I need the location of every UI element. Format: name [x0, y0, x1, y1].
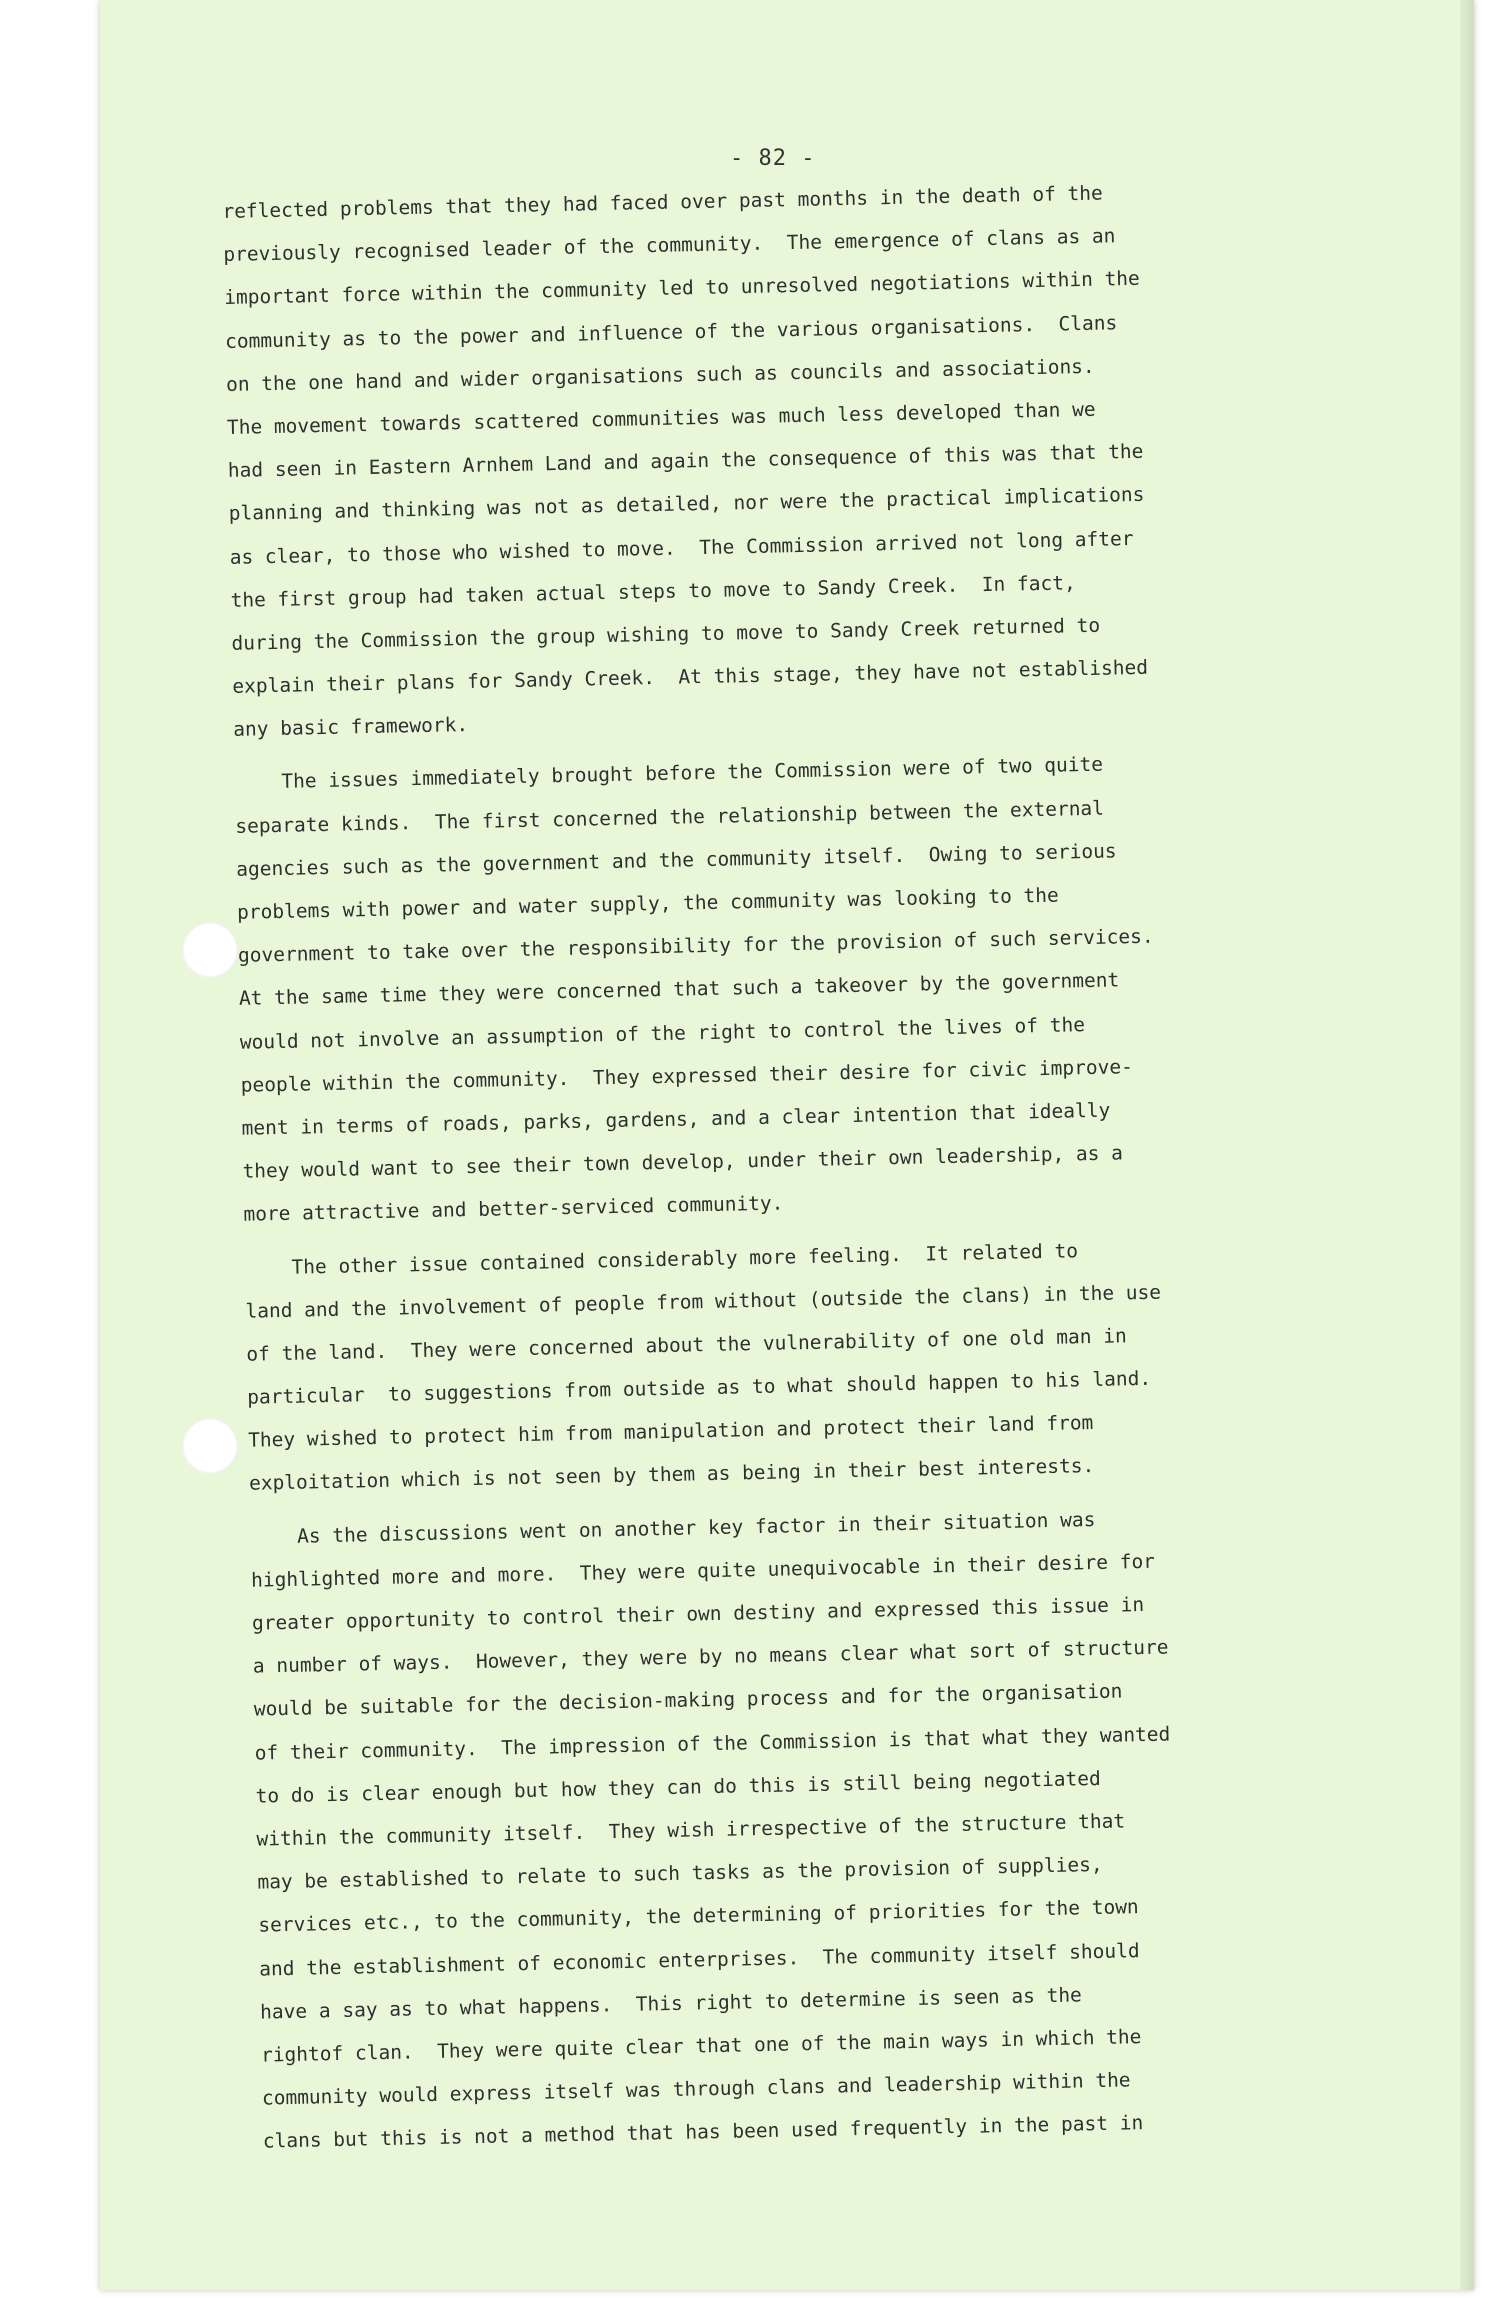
- text-line: important force within the community led to unresolved negotiations within the: [224, 267, 1141, 310]
- text-line: clans but this is not a method that has been used frequently in the past in: [262, 2111, 1144, 2153]
- text-line: would not involve an assumption of the right to control the lives of the: [239, 1012, 1086, 1054]
- text-line: had seen in Eastern Arnhem Land and again the consequence of this was that the: [227, 439, 1144, 483]
- text-line: previously recognised leader of the community. The emergence of clans as an: [223, 224, 1116, 267]
- text-line: explain their plans for Sandy Creek. At this stage, they have not established: [232, 655, 1149, 698]
- text-line: services etc., to the community, the determining of priorities for the town: [258, 1895, 1139, 1937]
- text-line: ment in terms of roads, parks, gardens, and a clear intention that ideally: [241, 1098, 1111, 1140]
- text-line: They wished to protect him from manipulation and protect their land from: [247, 1411, 1094, 1452]
- text-line: community would express itself was through clans and leadership within the: [261, 2068, 1131, 2110]
- text-line: any basic framework.: [233, 713, 469, 742]
- text-line: At the same time they were concerned that such a takeover by the government: [238, 968, 1120, 1011]
- text-line: problems with power and water supply, the community was looking to the: [236, 883, 1060, 924]
- text-line: rightof clan. They were quite clear that one of the main ways in which the: [260, 2025, 1142, 2067]
- text-line: government to take over the responsibility for the provision of such services.: [237, 924, 1154, 968]
- text-line: greater opportunity to control their own destiny and expressed this issue in: [251, 1593, 1145, 1635]
- text-line: agencies such as the government and the community itself. Owing to serious: [235, 839, 1117, 881]
- text-line: exploitation which is not seen by them as being in their best interests.: [248, 1454, 1095, 1496]
- paragraph: [222, 164, 1463, 751]
- paragraph: [250, 1490, 1486, 2163]
- text-line: people within the community. They expressed their desire for civic improve-: [240, 1054, 1134, 1097]
- text-line: on the one hand and wider organisations such as councils and associations.: [225, 354, 1095, 396]
- text-line: The other issue contained considerably more feeling. It related to: [244, 1238, 1079, 1280]
- punch-hole: [182, 922, 238, 978]
- body-text: [222, 164, 1486, 2163]
- text-line: land and the involvement of people from without (outside the clans) in the use: [245, 1280, 1162, 1323]
- text-line: more attractive and better-serviced community.: [243, 1191, 784, 1227]
- paragraph: [234, 736, 1474, 1237]
- text-line: to do is clear enough but how they can do this is still being negotiated: [255, 1766, 1101, 1808]
- text-line: of the land. They were concerned about the vulnerability of one old man in: [246, 1324, 1127, 1366]
- text-line: separate kinds. The first concerned the relationship between the external: [235, 796, 1105, 838]
- text-line: would be suitable for the decision-making process and for the organisation: [253, 1679, 1123, 1722]
- text-line: As the discussions went on another key factor in their situation was: [249, 1507, 1096, 1549]
- paragraph: [244, 1221, 1479, 1506]
- text-line: of their community. The impression of the Commission is that what they wanted: [254, 1722, 1171, 1765]
- text-line: may be established to relate to such tasks as the provision of supplies,: [257, 1853, 1103, 1894]
- page-number: - 82 -: [730, 146, 816, 171]
- text-line: the first group had taken actual steps to move to Sandy Creek. In fact,: [230, 570, 1076, 612]
- text-line: The movement towards scattered communities was much less developed than we: [226, 397, 1096, 439]
- text-line: during the Commission the group wishing to move to Sandy Creek returned to: [231, 613, 1101, 655]
- text-line: highlighted more and more. They were quite unequivocable in their desire for: [250, 1549, 1156, 1592]
- text-line: planning and thinking was not as detailed, nor were the practical implications: [228, 483, 1145, 526]
- punch-hole: [182, 1418, 238, 1474]
- text-line: reflected problems that they had faced over past months in the death of the: [222, 181, 1103, 223]
- text-line: as clear, to those who wished to move. The Commission arrived not long after: [229, 526, 1134, 569]
- text-line: a number of ways. However, they were by no means clear what sort of structure: [252, 1635, 1169, 1678]
- text-line: they would want to see their town develop, under their own leadership, as a: [242, 1141, 1124, 1183]
- text-line: The issues immediately brought before the Commission were of two quite: [234, 753, 1104, 795]
- text-line: and the establishment of economic enterprises. The community itself should: [259, 1938, 1140, 1981]
- text-line: have a say as to what happens. This right to determine is seen as the: [259, 1983, 1083, 2024]
- text-line: within the community itself. They wish irrespective of the structure that: [256, 1809, 1126, 1851]
- text-line: community as to the power and influence of the various organisations. Clans: [224, 310, 1118, 353]
- text-line: particular to suggestions from outside as to what should happen to his land.: [247, 1366, 1152, 1409]
